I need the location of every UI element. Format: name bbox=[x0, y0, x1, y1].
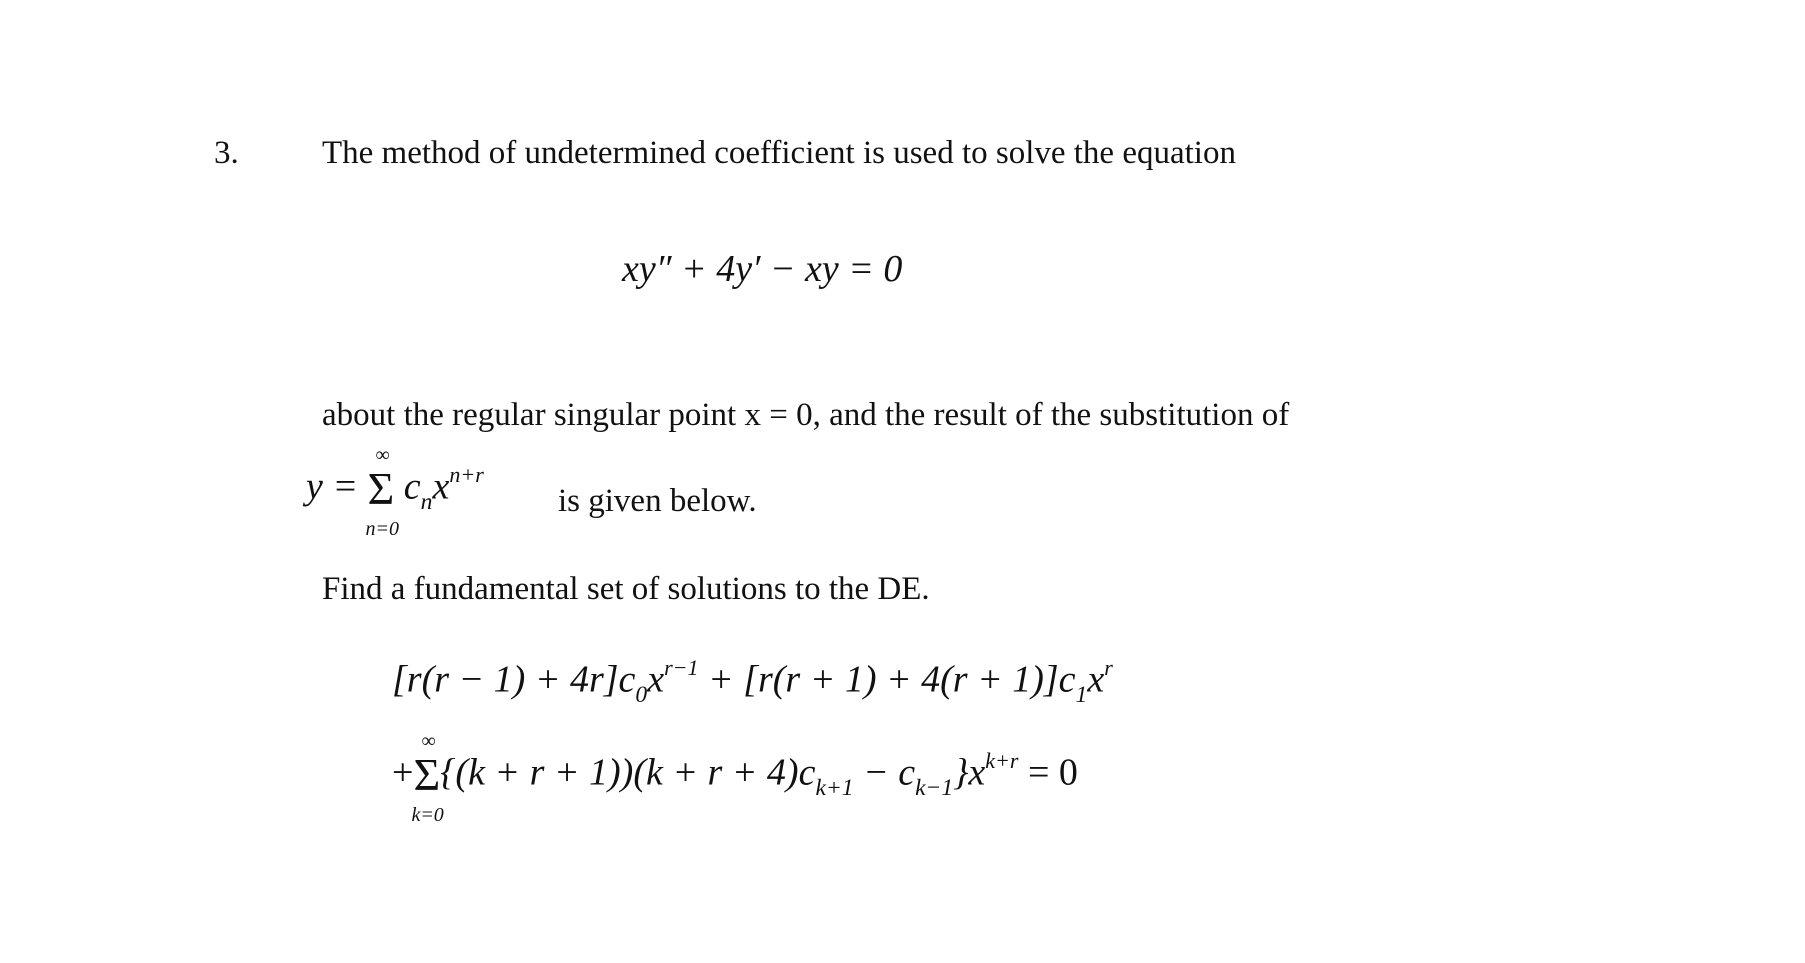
result-line1-part1: [r(r − 1) + 4r]c bbox=[392, 658, 636, 701]
series-lhs: y = bbox=[306, 465, 359, 508]
result-line2-plus: + bbox=[392, 751, 414, 794]
result-line1-sub1: 1 bbox=[1075, 682, 1088, 709]
summation2-upper-limit: ∞ bbox=[421, 729, 436, 752]
result-line2-part2: }x bbox=[953, 751, 986, 794]
result-equation-line-2 bbox=[392, 729, 1078, 826]
series-substitution bbox=[306, 443, 484, 540]
about-text: about the regular singular point x = 0, and the result of the substitution of bbox=[322, 397, 1290, 433]
summation-lower-limit: n=0 bbox=[365, 517, 400, 540]
result-line1-sup0: r−1 bbox=[664, 655, 699, 680]
result-line2-sub-a: k+1 bbox=[815, 775, 854, 802]
series-term-var: x bbox=[432, 465, 450, 508]
series-term-base: c bbox=[403, 465, 421, 508]
result-line1-var0: x bbox=[647, 658, 665, 701]
result-line1-sup1: r bbox=[1104, 655, 1113, 680]
summation2-lower-limit: k=0 bbox=[411, 803, 444, 826]
series-term-subscript: n bbox=[420, 489, 433, 516]
result-line2-rhs: = 0 bbox=[1018, 751, 1078, 794]
summation-upper-limit: ∞ bbox=[375, 443, 390, 466]
problem-number: 3. bbox=[214, 135, 239, 171]
result-line1-var1: x bbox=[1087, 658, 1105, 701]
given-text: is given below. bbox=[558, 483, 757, 519]
summation-sigma-2: ∞ Σ k=0 bbox=[411, 729, 444, 826]
result-equation-line-1 bbox=[392, 655, 1113, 709]
result-line1-sub0: 0 bbox=[635, 682, 648, 709]
find-text: Find a fundamental set of solutions to the DE. bbox=[322, 571, 930, 607]
series-term-exponent: n+r bbox=[449, 462, 484, 487]
differential-equation: xy″ + 4y′ − xy = 0 bbox=[622, 248, 903, 290]
result-line2-part1: {(k + r + 1))(k + r + 4)c bbox=[440, 751, 816, 794]
result-line1-part2: + [r(r + 1) + 4(r + 1)]c bbox=[698, 658, 1076, 701]
result-line2-sup: k+r bbox=[985, 748, 1019, 773]
summation-sigma: ∞ Σ n=0 bbox=[365, 443, 400, 540]
result-line2-minus: − c bbox=[853, 751, 916, 794]
result-line2-sub-b: k−1 bbox=[915, 775, 954, 802]
problem-intro: The method of undetermined coefficient is used to solve the equation bbox=[322, 135, 1236, 171]
